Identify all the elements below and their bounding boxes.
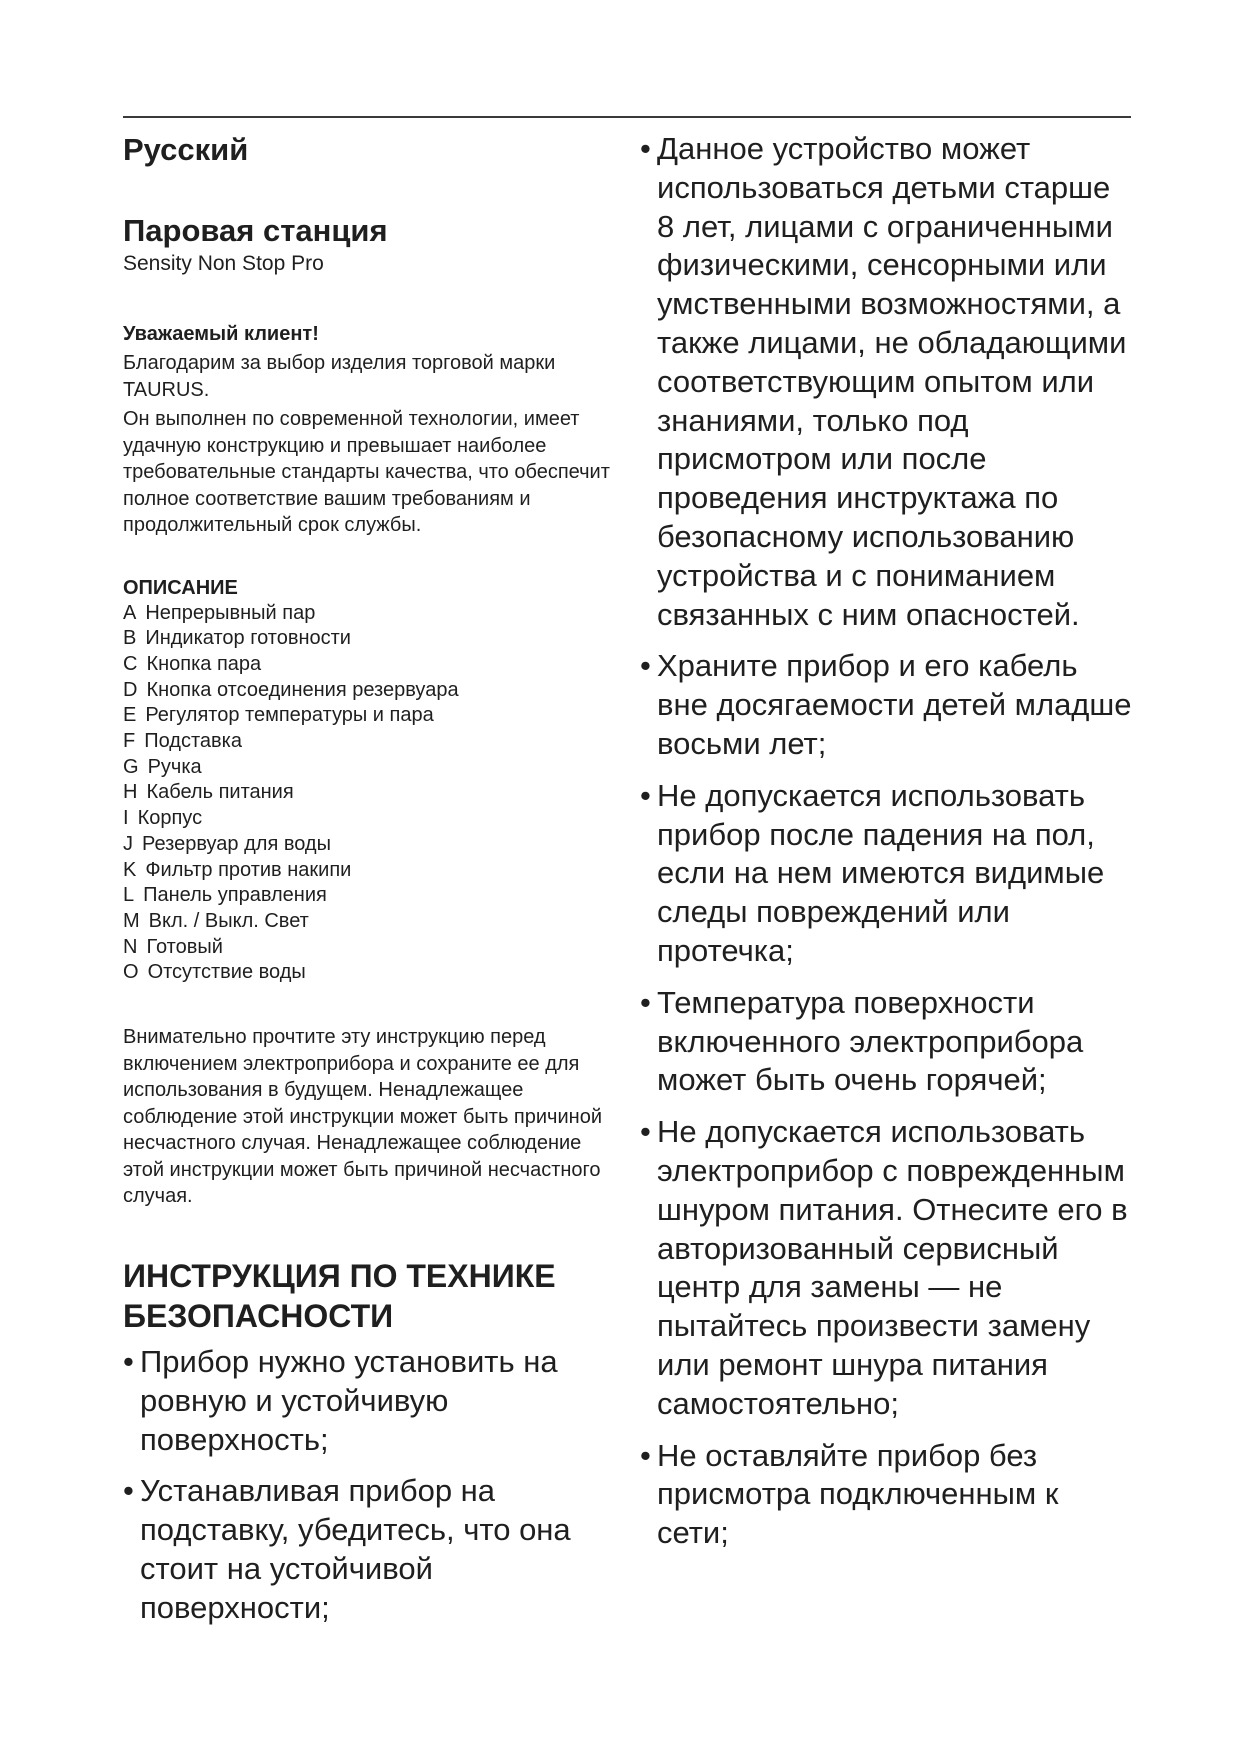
safety-item-text: Прибор нужно установить на ровную и устойчивую поверхность; (140, 1343, 558, 1457)
item-text: Регулятор температуры и пара (145, 704, 434, 727)
language-heading: Русский (123, 132, 249, 167)
description-item (123, 755, 623, 781)
item-letter: N (123, 935, 138, 958)
safety-item (640, 1437, 1135, 1553)
item-text: Кнопка пара (146, 652, 262, 675)
safety-item (640, 1113, 1135, 1423)
item-letter: A (123, 601, 137, 624)
intro-paragraph-2: Он выполнен по современной технологии, имеет удачную конструкцию и превышает наиболее требовательные стандарты качества, что обеспечит полное соответствие вашим требованиям и продолжительный срок службы. (123, 408, 610, 536)
item-letter: C (123, 652, 138, 675)
description-item (123, 652, 623, 678)
top-divider (123, 116, 1131, 118)
item-letter: M (123, 909, 140, 932)
model-name: Sensity Non Stop Pro (123, 252, 324, 275)
item-text: Индикатор готовности (145, 627, 351, 650)
safety-item (640, 647, 1135, 763)
description-item (123, 935, 623, 961)
item-letter: H (123, 781, 138, 804)
item-letter: D (123, 678, 138, 701)
bullet-icon: • (123, 1343, 134, 1379)
item-text: Кнопка отсоединения резервуара (146, 678, 459, 701)
intro-paragraph-1: Благодарим за выбор изделия торговой марки TAURUS. (123, 352, 556, 401)
bullet-icon: • (640, 1437, 651, 1473)
safety-item-text: Не допускается использовать прибор после падения на пол, если на нем имеются видимые следы повреждений или протечка; (657, 777, 1105, 968)
item-letter: B (123, 627, 137, 650)
description-item (123, 601, 623, 627)
greeting: Уважаемый клиент! (123, 323, 319, 345)
bullet-icon: • (640, 984, 651, 1020)
description-item (123, 883, 623, 909)
item-letter: I (123, 807, 129, 830)
description-list (123, 601, 623, 987)
description-item (123, 780, 623, 806)
product-title: Паровая станция (123, 213, 388, 248)
safety-heading: ИНСТРУКЦИЯ ПО ТЕХНИКЕ БЕЗОПАСНОСТИ (123, 1257, 556, 1334)
item-text: Отсутствие воды (147, 961, 306, 984)
safety-item (123, 1471, 623, 1627)
description-item (123, 703, 623, 729)
right-column (640, 130, 1135, 1566)
description-item (123, 678, 623, 704)
description-item (123, 832, 623, 858)
left-column (123, 130, 623, 1639)
item-text: Корпус (137, 807, 203, 830)
item-text: Панель управления (143, 884, 327, 907)
safety-list-right (640, 130, 1135, 1553)
item-text: Готовый (146, 935, 223, 958)
safety-item-text: Не оставляйте прибор без присмотра подключенным к сети; (657, 1437, 1059, 1551)
safety-item-text: Данное устройство может использоваться детьми старше 8 лет, лицами с ограниченными физическими, сенсорными или умственными возможностями, а также лицами, не обладающими соответствующим опытом или знаниями, только под присмотром или после проведения инструктажа по безопасному использованию устройства и с пониманием связанных с ним опасностей. (657, 131, 1127, 632)
item-text: Непрерывный пар (145, 601, 316, 624)
safety-item-text: Не допускается использовать электроприбор с поврежденным шнуром питания. Отнесите его в авторизованный сервисный центр для замены — не пытайтесь произвести замену или ремонт шнура питания самостоятельно; (657, 1114, 1128, 1421)
description-heading: ОПИСАНИЕ (123, 576, 238, 599)
safety-item-text: Температура поверхности включенного электроприбора может быть очень горячей; (657, 984, 1084, 1098)
item-text: Кабель питания (146, 781, 294, 804)
description-item (123, 909, 623, 935)
safety-item (640, 130, 1135, 634)
description-item (123, 729, 623, 755)
description-item (123, 806, 623, 832)
item-letter: O (123, 961, 139, 984)
safety-item-text: Устанавливая прибор на подставку, убедитесь, что она стоит на устойчивой поверхности; (140, 1472, 571, 1625)
description-item (123, 858, 623, 884)
description-item (123, 960, 623, 986)
bullet-icon: • (640, 648, 651, 684)
item-letter: G (123, 755, 139, 778)
item-letter: K (123, 858, 137, 881)
description-item (123, 626, 623, 652)
bullet-icon: • (640, 777, 651, 813)
safety-item-text: Храните прибор и его кабель вне досягаемости детей младше восьми лет; (657, 648, 1132, 761)
item-letter: J (123, 832, 133, 855)
bullet-icon: • (123, 1472, 134, 1508)
item-letter: L (123, 884, 135, 907)
safety-item (640, 777, 1135, 971)
item-text: Фильтр против накипи (145, 858, 352, 881)
item-letter: F (123, 730, 136, 753)
safety-item (123, 1342, 623, 1459)
item-text: Ручка (147, 755, 202, 778)
safety-list-left (123, 1342, 623, 1627)
item-text: Подставка (144, 730, 242, 753)
item-letter: E (123, 704, 137, 727)
item-text: Резервуар для воды (142, 832, 331, 855)
item-text: Вкл. / Выкл. Свет (148, 909, 309, 932)
bullet-icon: • (640, 131, 651, 166)
safety-item (640, 984, 1135, 1100)
bullet-icon: • (640, 1114, 651, 1150)
warning-paragraph: Внимательно прочтите эту инструкцию перед включением электроприбора и сохраните ее для использования в будущем. Ненадлежащее соблюдение этой инструкции может быть причиной несчастного случая. Ненадлежащее соблюдение этой инструкции может быть причиной несчастного случая. (123, 1026, 602, 1208)
